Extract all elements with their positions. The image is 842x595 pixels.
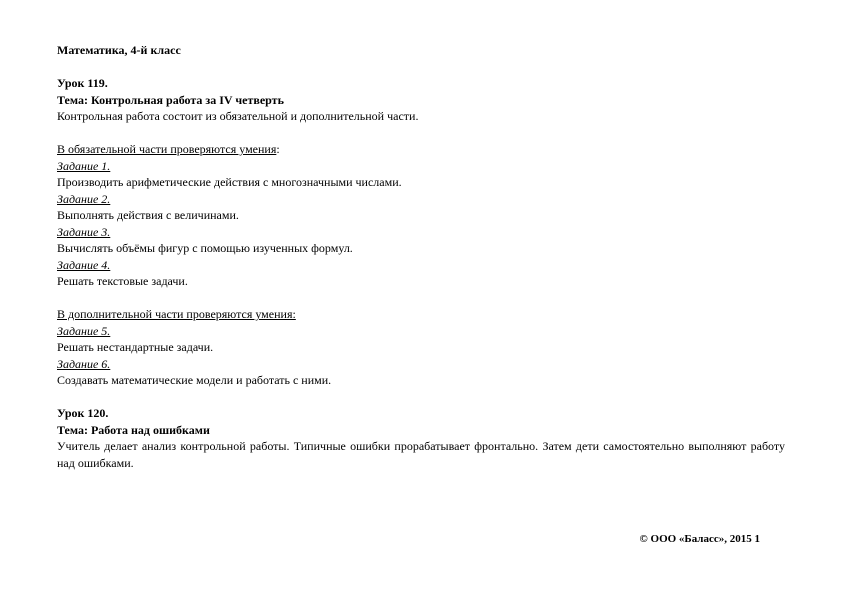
spacer [57,59,785,76]
task-5-label: Задание 5. [57,323,111,338]
lesson-120-topic: Тема: Работа над ошибками [57,422,210,437]
task-3-label: Задание 3. [57,224,111,239]
copyright-footer: © ООО «Баласс», 2015 1 [639,533,760,545]
spacer [57,290,785,307]
task-1-text: Производить арифметические действия с многозначными числами. [57,175,402,189]
task-6-text: Создавать математические модели и работать с ними. [57,373,332,387]
task-2-label: Задание 2. [57,191,111,206]
lesson-119-intro: Контрольная работа состоит из обязательной и дополнительной части. [57,109,419,123]
lesson-120-title: Урок 120. [57,406,109,420]
document-page [57,42,785,471]
task-1-label: Задание 1. [57,158,111,173]
lesson-119-topic: Тема: Контрольная работа за IV четверть [57,92,284,107]
lesson-120-body: Учитель делает анализ контрольной работы. Типичные ошибки прорабатывает фронтально. Затем дети самостоятельно выполняют работу над ошибками. [57,439,785,470]
spacer [57,389,785,406]
task-6-label: Задание 6. [57,356,111,371]
lesson-119-title: Урок 119. [57,76,108,90]
subject-heading: Математика, 4-й класс [57,43,181,57]
task-4-text: Решать текстовые задачи. [57,274,188,288]
mandatory-section-heading [57,141,785,158]
spacer [57,125,785,142]
mandatory-heading-colon: : [276,142,280,156]
task-3-text: Вычислять объёмы фигур с помощью изученных формул. [57,241,353,255]
extra-section-heading: В дополнительной части проверяются умения: [57,307,296,321]
task-2-text: Выполнять действия с величинами. [57,208,239,222]
mandatory-heading-text: В обязательной части проверяются умения [57,142,277,156]
task-5-text: Решать нестандартные задачи. [57,340,214,354]
task-4-label: Задание 4. [57,257,111,272]
